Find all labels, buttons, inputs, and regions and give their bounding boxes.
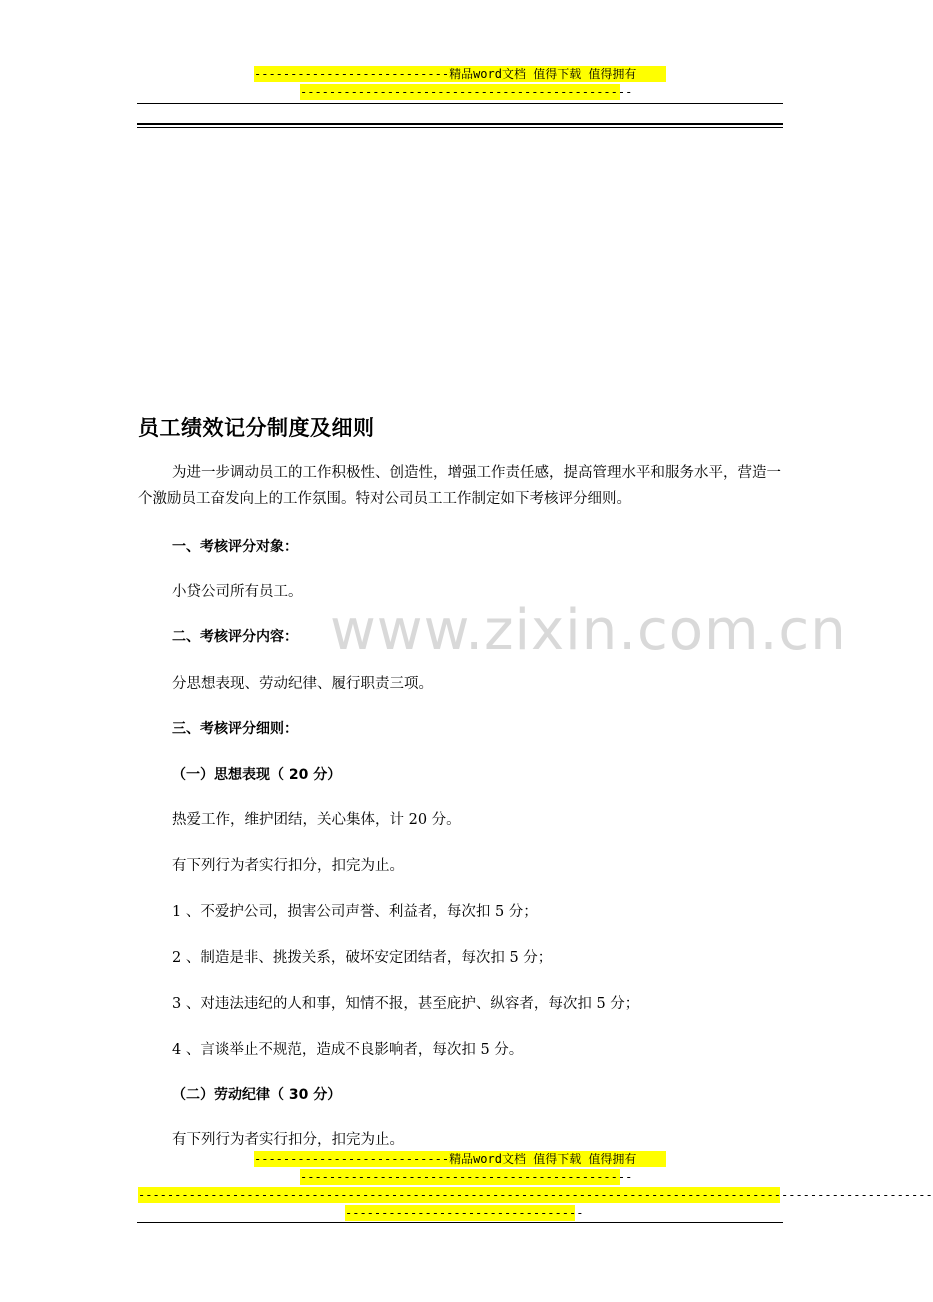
subsection2-heading: （二）劳动纪律（ 30 分） xyxy=(172,1087,342,1103)
subsection1-line2: 有下列行为者实行扣分，扣完为止。 xyxy=(172,858,404,874)
list-item: 2 、制造是非、挑拨关系，破坏安定团结者，每次扣 5 分； xyxy=(172,950,553,966)
header-divider-thin xyxy=(137,103,783,104)
list-item: 1 、不爱护公司，损害公司声誉、利益者，每次扣 5 分； xyxy=(172,904,538,920)
footer-banner-line2: ---------------------------------------------- xyxy=(300,1170,633,1184)
subsection1-heading: （一）思想表现（ 20 分） xyxy=(172,767,342,783)
list-item: 4 、言谈举止不规范，造成不良影响者，每次扣 5 分。 xyxy=(172,1042,524,1058)
footer-banner-line4: --------------------------------- xyxy=(345,1206,584,1220)
header-divider-double-top xyxy=(137,123,783,125)
intro-paragraph: 为进一步调动员工的工作积极性、创造性，增强工作责任感，提高管理水平和服务水平，营造一个激励员工奋发向上的工作氛围。特对公司员工工作制定如下考核评分细则。 xyxy=(138,465,781,507)
footer-banner-line3: -------------------------------------------------------------------------------------------------------------- xyxy=(138,1188,933,1202)
section3-heading: 三、考核评分细则： xyxy=(172,721,298,737)
footer-divider xyxy=(137,1222,783,1223)
section2-body: 分思想表现、劳动纪律、履行职责三项。 xyxy=(172,676,433,692)
watermark-text: www.zixin.com.cn xyxy=(330,598,847,663)
subsection2-line1: 有下列行为者实行扣分，扣完为止。 xyxy=(172,1132,404,1148)
section2-heading: 二、考核评分内容： xyxy=(172,629,298,645)
header-divider-double-bottom xyxy=(137,127,783,128)
header-banner-line1: ---------------------------精品word文档 值得下载 值得拥有 xyxy=(254,66,666,82)
section1-body: 小贷公司所有员工。 xyxy=(172,584,303,600)
list-item: 3 、对违法违纪的人和事，知情不报，甚至庇护、纵容者，每次扣 5 分； xyxy=(172,996,640,1012)
header-banner-line2: ---------------------------------------------- xyxy=(300,85,633,99)
footer-banner-line1: ---------------------------精品word文档 值得下载 值得拥有 xyxy=(254,1151,666,1167)
section1-heading: 一、考核评分对象： xyxy=(172,539,298,555)
subsection1-line1: 热爱工作，维护团结，关心集体，计 20 分。 xyxy=(172,812,461,828)
document-title: 员工绩效记分制度及细则 xyxy=(138,416,375,440)
